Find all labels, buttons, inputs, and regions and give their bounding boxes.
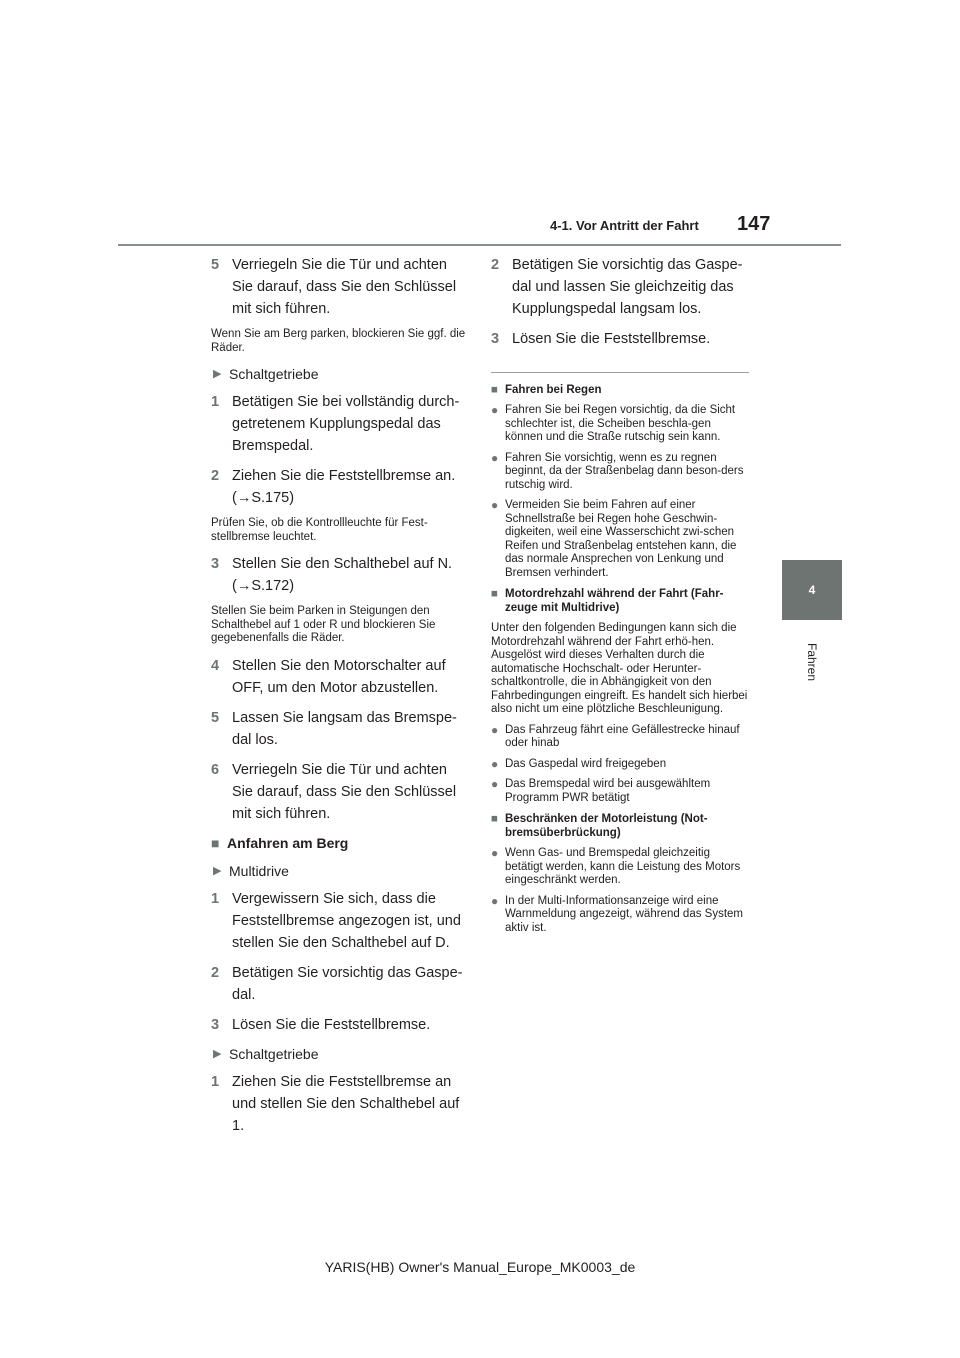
step <box>211 655 469 699</box>
heading-text: Motordrehzahl während der Fahrt (Fahr-zeuge mit Multidrive) <box>505 588 724 614</box>
section-heading <box>211 833 469 853</box>
note: Wenn Sie am Berg parken, blockieren Sie ggf. die Räder. <box>211 328 466 354</box>
paragraph: Unter den folgenden Bedingungen kann sich die Motordrehzahl während der Fahrt erhö-hen. Ausgelöst wird dieses Verhalten durch die automatische Hochschalt- oder Herunter-schaltkontrolle, die in Abhängigkeit von den Fahrbedingungen eingreift. Es handelt sich hierbei also nicht um eine plötzliche Beschleunigung. <box>491 622 748 715</box>
chapter-number: 4 <box>808 583 816 597</box>
step-text: Lösen Sie die Feststellbremse. <box>232 1016 431 1033</box>
step-number: 1 <box>211 394 220 410</box>
square-bullet-icon: ■ <box>491 588 498 600</box>
bullet-text: Fahren Sie vorsichtig, wenn es zu regnen beginnt, da der Straßenbelag dann beson-ders rutschig wird. <box>505 451 744 491</box>
step <box>211 707 469 751</box>
heading-text: Fahren bei Regen <box>505 384 602 396</box>
heading-text: Anfahren am Berg <box>227 834 349 851</box>
bullet-text: Das Fahrzeug fährt eine Gefällestrecke hinauf oder hinab <box>505 723 740 749</box>
step-number: 3 <box>211 1016 220 1033</box>
bullet-item <box>491 452 749 493</box>
chapter-tab[interactable] <box>782 560 842 620</box>
step-number: 3 <box>491 331 500 347</box>
step-number: 1 <box>211 890 220 907</box>
chapter-title: Fahren <box>805 642 819 682</box>
step <box>211 888 469 954</box>
step-number: 4 <box>211 657 220 674</box>
bullet-text: Das Gaspedal wird freigegeben <box>505 757 667 770</box>
subheading <box>211 1044 469 1064</box>
step-text: Verriegeln Sie die Tür und achten Sie darauf, dass Sie den Schlüssel mit sich führen. <box>232 257 457 317</box>
step-text: Stellen Sie den Motorschalter auf OFF, um den Motor abzustellen. <box>232 657 446 696</box>
step-text: Betätigen Sie bei vollständig durch-getretenem Kupplungspedal das Bremspedal. <box>232 394 460 454</box>
step <box>211 391 469 457</box>
circle-bullet-icon: ● <box>491 756 499 771</box>
step-text: Betätigen Sie vorsichtig das Gaspe-dal und lassen Sie gleichzeitig das Kupplungspedal langsam los. <box>512 257 743 317</box>
note: Prüfen Sie, ob die Kontrollleuchte für Fest-stellbremse leuchtet. <box>211 517 428 543</box>
step <box>491 328 749 350</box>
circle-bullet-icon: ● <box>491 846 499 860</box>
step-text: Lösen Sie die Feststellbremse. <box>512 331 711 347</box>
square-bullet-icon: ■ <box>491 813 498 825</box>
triangle-icon: ▶ <box>213 864 222 877</box>
step-number: 5 <box>211 709 220 726</box>
step-number: 3 <box>211 556 220 572</box>
left-column <box>211 254 469 1145</box>
step <box>211 962 469 1006</box>
bullet-text: Vermeiden Sie beim Fahren auf einer Schnellstraße bei Regen hohe Geschwin-digkeiten, weil eine Wasserschicht zwi-schen Reifen und Straßenbelag entstehen kann, die das normale Ansprechen von Lenkung und Bremsen verhindert. <box>505 499 737 579</box>
bullet-item <box>491 404 749 445</box>
step-number: 2 <box>211 468 220 484</box>
bullet-text: Das Bremspedal wird bei ausgewähltem Programm PWR betätigt <box>505 778 711 804</box>
step-number: 2 <box>211 964 220 981</box>
bullet-text: Wenn Gas- und Bremspedal gleichzeitig betätigt werden, kann die Leistung des Motors eingeschränkt werden. <box>505 847 741 886</box>
footer-text: YARIS(HB) Owner's Manual_Europe_MK0003_de <box>324 1259 636 1275</box>
circle-bullet-icon: ● <box>491 450 499 465</box>
step <box>211 465 469 509</box>
section-title: 4-1. Vor Antritt der Fahrt <box>550 218 699 233</box>
step-text: Lassen Sie langsam das Bremspe-dal los. <box>232 709 457 748</box>
circle-bullet-icon: ● <box>491 777 499 791</box>
triangle-icon: ▶ <box>213 1047 222 1060</box>
step-text: Ziehen Sie die Feststellbremse an und stellen Sie den Schalthebel auf 1. <box>232 1073 460 1134</box>
step-text: Vergewissern Sie sich, dass die Feststellbremse angezogen ist, und stellen Sie den Schalthebel auf D. <box>232 890 461 951</box>
bullet-item <box>491 499 749 580</box>
bullet-text: Fahren Sie bei Regen vorsichtig, da die Sicht schlechter ist, die Scheiben beschla-gen können und die Straße rutschig sein kann. <box>505 404 736 443</box>
circle-bullet-icon: ● <box>491 498 499 512</box>
subheading-text: Schaltgetriebe <box>229 366 319 382</box>
bullet-item <box>491 895 749 936</box>
step-number: 5 <box>211 257 220 273</box>
subheading <box>211 364 469 384</box>
section-heading <box>491 587 749 615</box>
section-heading <box>491 383 749 397</box>
step <box>211 1014 469 1036</box>
page-number: 147 <box>737 213 771 235</box>
step-text: Stellen Sie den Schalthebel auf N. (→S.172) <box>232 556 453 594</box>
step <box>211 759 469 825</box>
section-heading <box>491 812 749 840</box>
bullet-item <box>491 758 749 772</box>
square-bullet-icon: ■ <box>211 834 220 851</box>
step-number: 1 <box>211 1073 220 1090</box>
step-number: 2 <box>491 257 500 273</box>
circle-bullet-icon: ● <box>491 722 499 737</box>
bullet-item <box>491 847 749 888</box>
square-bullet-icon: ■ <box>491 384 498 396</box>
note: Stellen Sie beim Parken in Steigungen den Schalthebel auf 1 oder R und blockieren Sie gegebenenfalls die Räder. <box>211 605 436 644</box>
heading-text: Beschränken der Motorleistung (Not-bremsüberbrückung) <box>505 813 708 839</box>
subheading-text: Schaltgetriebe <box>229 1045 319 1062</box>
right-column <box>491 254 749 942</box>
step-text: Verriegeln Sie die Tür und achten Sie darauf, dass Sie den Schlüssel mit sich führen. <box>232 761 457 822</box>
section-divider <box>491 372 749 373</box>
step-text: Ziehen Sie die Feststellbremse an. (→S.175) <box>232 468 456 506</box>
step <box>491 254 749 320</box>
step <box>211 553 469 597</box>
step-text: Betätigen Sie vorsichtig das Gaspe-dal. <box>232 964 463 1003</box>
step <box>211 254 469 320</box>
header-divider <box>118 244 841 246</box>
bullet-item <box>491 724 749 751</box>
step <box>211 1071 469 1137</box>
subheading-text: Multidrive <box>229 862 289 879</box>
circle-bullet-icon: ● <box>491 893 499 908</box>
triangle-icon: ▶ <box>213 368 222 380</box>
bullet-item <box>491 778 749 805</box>
circle-bullet-icon: ● <box>491 403 499 417</box>
bullet-text: In der Multi-Informationsanzeige wird eine Warnmeldung angezeigt, während das System aktiv ist. <box>505 894 744 934</box>
step-number: 6 <box>211 761 220 778</box>
subheading <box>211 861 469 881</box>
